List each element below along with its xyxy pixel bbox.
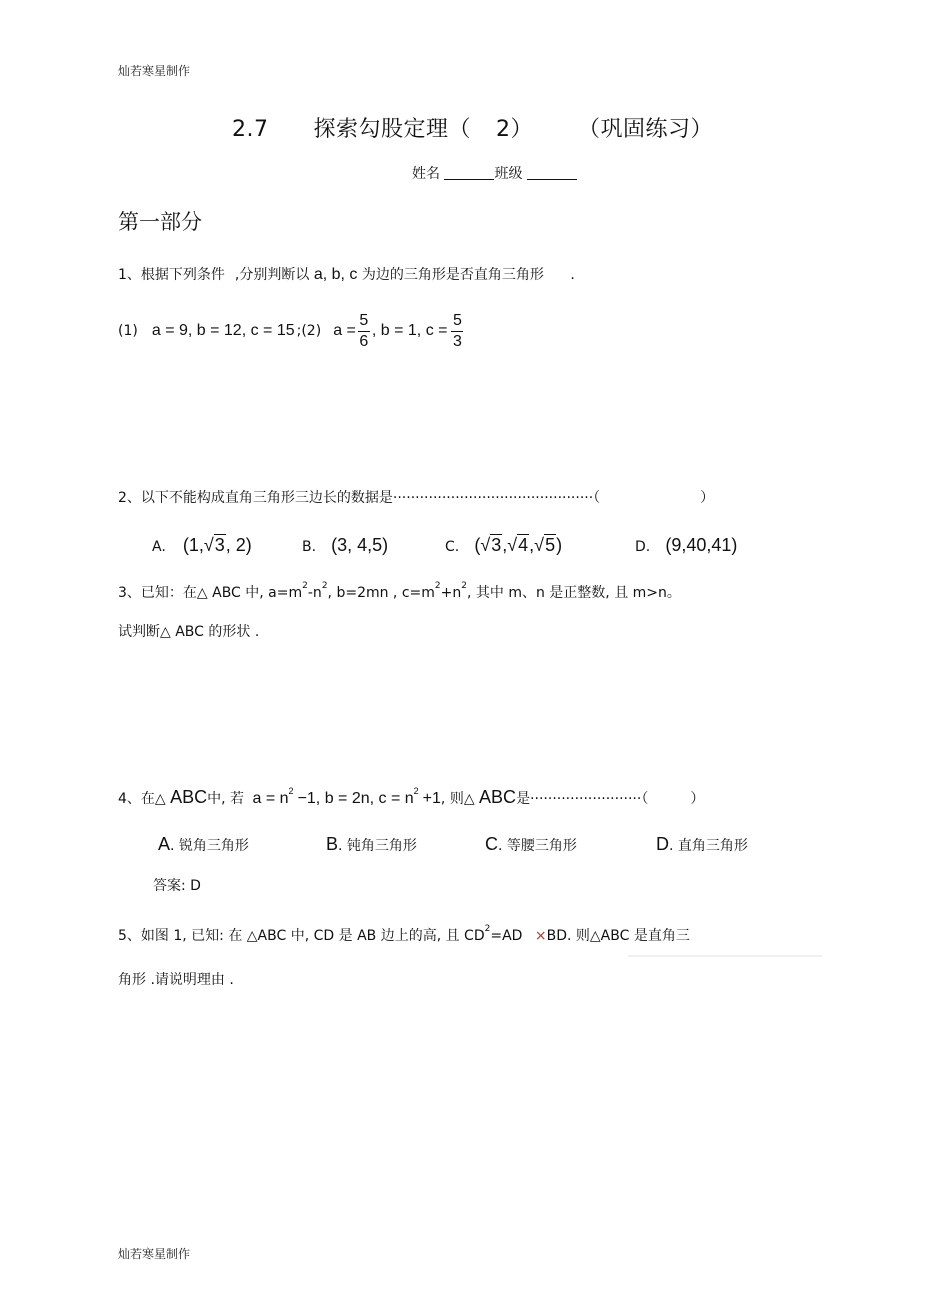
q4-expression: $a = n^2 -1$, b = 2n, $c = n^2 +1$ — [252, 786, 441, 807]
q1-suffix: 为边的三角形是否直角三角形 — [361, 267, 544, 283]
question-3-line-1: 3、已知：在△ ABC 中, $a=m^2-n^2$, b=2mn , $c=m^2+n^2$, 其中 m、n 是正整数, 且 m>n。 — [118, 581, 681, 601]
q1-part2-b: , b = 1, c = — [371, 322, 448, 339]
q2-option-c-label: C. — [445, 539, 460, 555]
question-4-stem: 4、在△ ABC中, 若 $a = n^2 -1$, b = 2n, $c = n^2 +1$, 则△ ABC是·························（ ） — [118, 786, 705, 807]
q1-fraction-c-num: 5 — [453, 311, 462, 329]
question-5-line-2: 角形 .请说明理由 . — [118, 972, 234, 988]
q1-part2-a: a = — [333, 322, 356, 339]
question-5-line-1: 5、如图 1, 已知: 在 △ABC 中, CD 是 AB 边上的高, 且 $CD^2=AD \times BD$. 则△ABC 是直角三 — [118, 924, 690, 944]
q2-option-c-close: ) — [556, 535, 563, 555]
title-tag: （巩固练习） — [578, 117, 714, 142]
times-icon: × — [534, 928, 547, 944]
q1-part2-label: ;(2) — [296, 323, 322, 339]
title-part: 2） — [496, 117, 534, 142]
q4-triangle-name-2: ABC — [479, 787, 517, 807]
sqrt-icon: √3 — [480, 535, 502, 555]
name-class-line — [412, 163, 577, 183]
class-label: 班级 — [494, 166, 523, 182]
q1-mid: ,分别判断以 — [234, 267, 310, 283]
q1-part1-expr: a = 9, b = 12, c = 15 — [151, 322, 295, 339]
name-label: 姓名 — [412, 166, 440, 182]
q1-fraction-a-den: 6 — [359, 332, 369, 350]
title-main: 探索勾股定理（ — [313, 117, 472, 142]
q1-fraction-a-num: 5 — [359, 311, 369, 329]
q2-option-c-open: ( — [474, 535, 481, 555]
q2-option-a-open: (1, — [182, 535, 204, 555]
q1-fraction-c-den: 3 — [453, 332, 462, 350]
question-2-options — [152, 531, 752, 557]
q4-answer: 答案: D — [153, 878, 201, 894]
q4-option-a[interactable]: A. 锐角三角形 — [158, 834, 249, 854]
question-2-stem — [118, 487, 714, 507]
q1-dot: . — [570, 267, 575, 283]
section-heading: 第一部分 — [118, 210, 202, 234]
question-3-line-2: 试判断△ ABC 的形状 . — [118, 624, 260, 640]
scan-artifact-line — [628, 955, 822, 957]
q1-fraction-c — [451, 312, 463, 351]
q2-option-d[interactable] — [635, 535, 737, 556]
q1-prefix: 1、根据下列条件 — [118, 267, 225, 283]
q2-option-a-close: , 2) — [225, 535, 252, 555]
sqrt-icon: √5 — [534, 535, 556, 555]
q4-option-b[interactable]: B. 钝角三角形 — [326, 834, 417, 854]
q2-option-d-value: (9,40,41) — [665, 535, 738, 555]
doc-title — [232, 112, 713, 143]
q4-triangle-name: ABC — [170, 787, 208, 807]
q2-close-paren: ） — [700, 490, 715, 506]
sqrt-icon: √3 — [203, 535, 225, 555]
q2-option-b[interactable] — [302, 535, 388, 556]
q2-option-b-label: B. — [302, 539, 317, 555]
q4-option-d[interactable]: D. 直角三角形 — [656, 834, 748, 854]
question-4-options — [158, 834, 798, 858]
footer-watermark: 灿若寒星制作 — [118, 1247, 191, 1261]
q2-option-a[interactable] — [152, 535, 252, 556]
q2-option-b-value: (3, 4,5) — [331, 535, 389, 555]
q2-option-c[interactable]: C. (√3,√4,√5) — [445, 535, 563, 555]
q1-vars: a, b, c — [313, 266, 358, 283]
name-blank[interactable] — [444, 165, 494, 180]
q2-stem-text: 2、以下不能构成直角三角形三边长的数据是·············································（ — [118, 490, 601, 506]
q1-fraction-a — [358, 312, 370, 351]
q2-option-a-label: A. — [152, 539, 166, 555]
q4-option-c[interactable]: C. 等腰三角形 — [485, 834, 577, 854]
q2-option-d-label: D. — [635, 539, 651, 555]
class-blank[interactable] — [527, 165, 577, 180]
question-1-parts — [118, 306, 463, 356]
title-number: 2.7 — [232, 117, 269, 142]
header-watermark: 灿若寒星制作 — [118, 64, 191, 78]
question-1-stem — [118, 264, 575, 284]
q1-part1-label: (1) — [118, 323, 138, 339]
sqrt-icon: √4 — [507, 535, 529, 555]
